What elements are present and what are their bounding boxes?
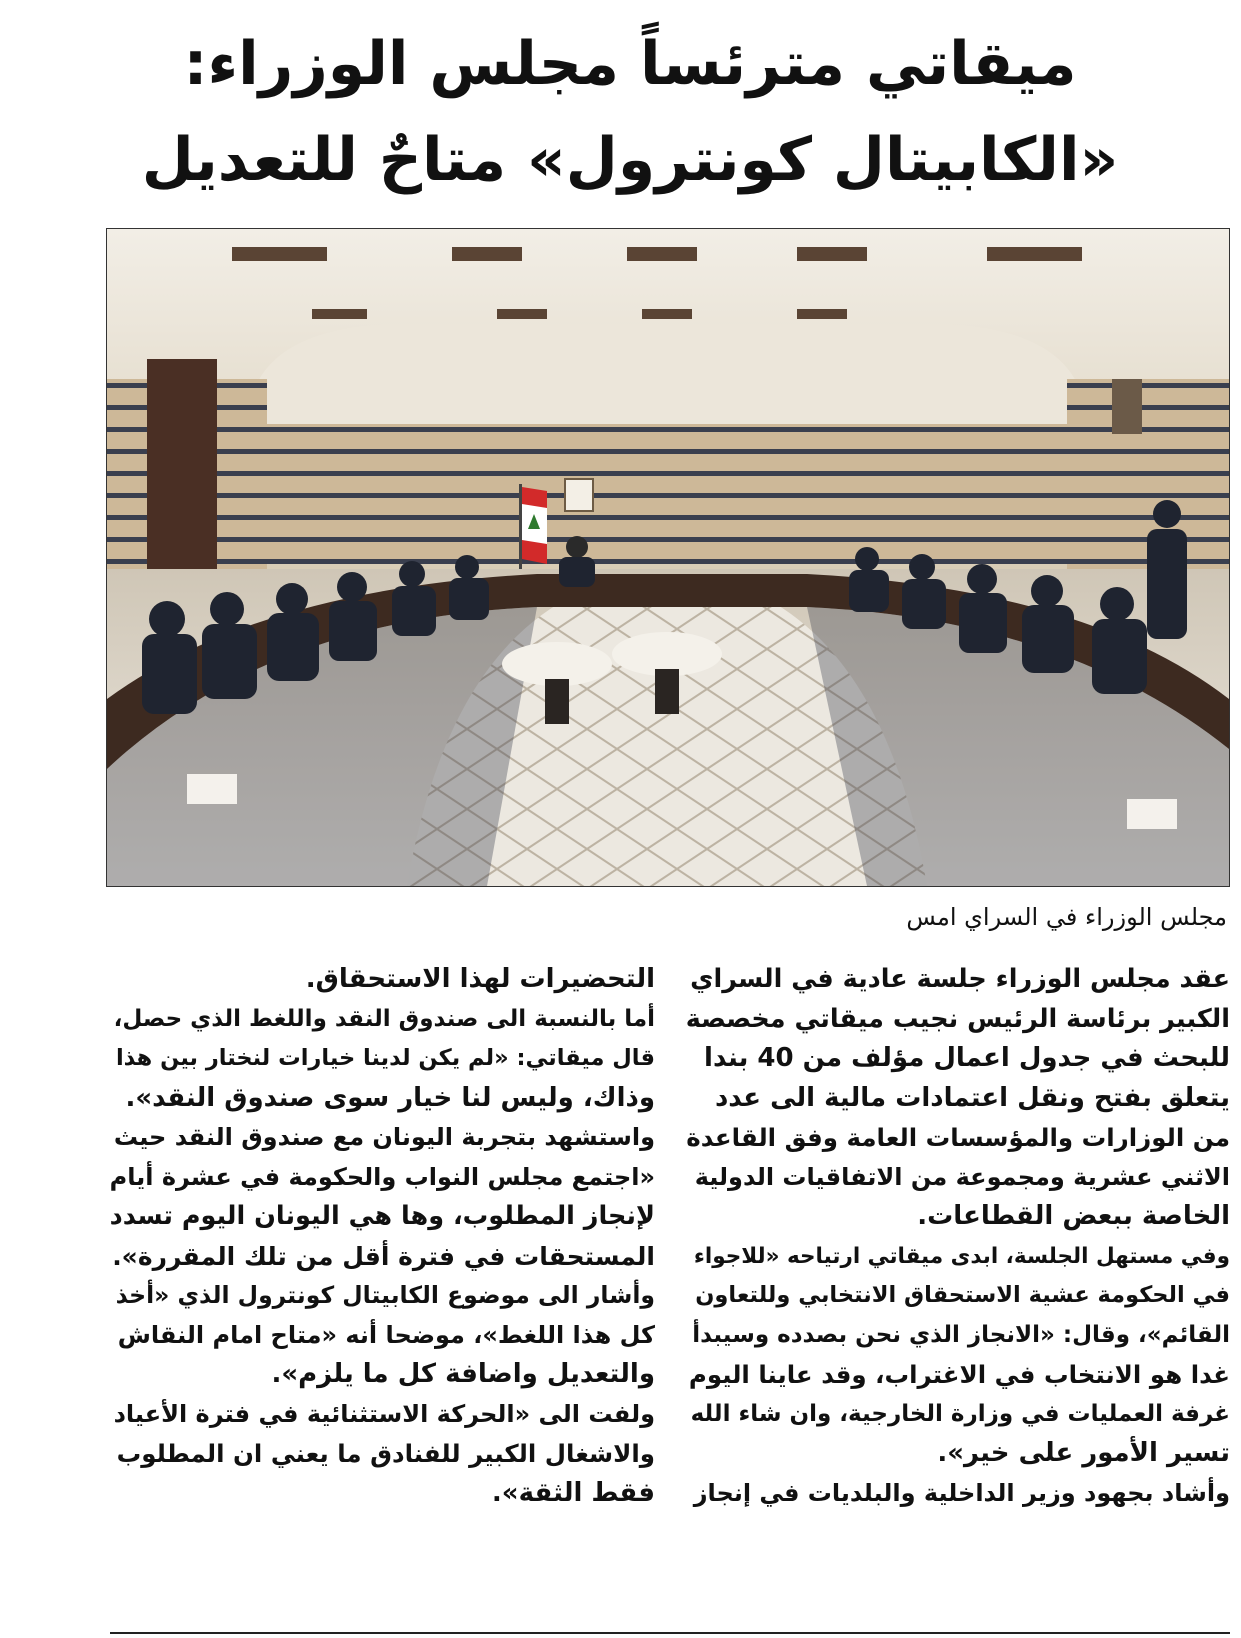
paragraph-line: قال ميقاتي: «لم يكن لدينا خيارات لنختار بين هذا: [115, 1045, 655, 1071]
paragraph-line: من الوزارات والمؤسسات العامة وفق القاعدة: [686, 1123, 1230, 1152]
headline-line-1: ميقاتي مترئساً مجلس الوزراء:: [183, 29, 1077, 99]
article-column-left: [110, 960, 655, 1513]
paragraph-line: الاثني عشرية ومجموعة من الاتفاقيات الدولية: [694, 1162, 1230, 1191]
bottom-divider: [110, 1632, 1230, 1634]
paragraph-line: وأشار الى موضوع الكابيتال كونترول الذي «أخذ: [115, 1281, 655, 1309]
paragraph-line: ولفت الى «الحركة الاستثنائية في فترة الأعياد: [113, 1399, 655, 1428]
paragraph-line: أما بالنسبة الى صندوق النقد واللغط الذي حصل،: [113, 1005, 655, 1032]
paragraph-line: في الحكومة عشية الاستحقاق الانتخابي وللتعاون: [695, 1282, 1230, 1308]
paragraph-line: والاشغال الكبير للفنادق ما يعني ان المطلوب: [116, 1439, 655, 1468]
paragraph-line: للبحث في جدول اعمال مؤلف من 40 بندا: [704, 1043, 1230, 1073]
paragraph-line: لإنجاز المطلوب، وها هي اليونان اليوم تسدد: [109, 1201, 655, 1231]
headline-line-2: «الكابيتال كونترول» متاحٌ للتعديل: [141, 125, 1119, 195]
cabinet-session-photo: [107, 229, 1229, 886]
paragraph-line: يتعلق بفتح ونقل اعتمادات مالية الى عدد: [714, 1082, 1230, 1113]
paragraph-line: فقط الثقة».: [491, 1477, 655, 1508]
paragraph-line: تسير الأمور على خير».: [937, 1438, 1230, 1468]
paragraph-line: عقد مجلس الوزراء جلسة عادية في السراي: [690, 964, 1230, 994]
paragraph-line: وأشاد بجهود وزير الداخلية والبلديات في إنجاز: [693, 1478, 1230, 1507]
article-column-right: [685, 960, 1230, 1513]
paragraph-line: والتعديل واضافة كل ما يلزم».: [271, 1359, 655, 1389]
paragraph-line: وذاك، وليس لنا خيار سوى صندوق النقد».: [125, 1082, 655, 1113]
paragraph-line: الخاصة ببعض القطاعات.: [917, 1201, 1230, 1231]
paragraph-line: غدا هو الانتخاب في الاغتراب، وقد عاينا اليوم: [688, 1360, 1230, 1389]
paragraph-line: المستحقات في فترة أقل من تلك المقررة».: [112, 1241, 655, 1271]
paragraph-line: القائم»، وقال: «الانجاز الذي نحن بصدده وسيبدأ: [692, 1321, 1230, 1348]
paragraph-line: غرفة العمليات في وزارة الخارجية، وان شاء الله: [690, 1400, 1230, 1427]
paragraph-line: واستشهد بتجربة اليونان مع صندوق النقد حيث: [113, 1123, 655, 1151]
paragraph-line: الكبير برئاسة الرئيس نجيب ميقاتي مخصصة: [685, 1003, 1230, 1034]
paragraph-line: التحضيرات لهذا الاستحقاق.: [305, 964, 655, 994]
photo-caption: مجلس الوزراء في السراي امس: [906, 903, 1227, 931]
paragraph-line: كل هذا اللغط»، موضحا أنه «متاح امام النقاش: [117, 1320, 655, 1349]
paragraph-line: «اجتمع مجلس النواب والحكومة في عشرة أيام: [109, 1162, 655, 1191]
paragraph-line: وفي مستهل الجلسة، ابدى ميقاتي ارتياحه «للاجواء: [693, 1243, 1230, 1269]
